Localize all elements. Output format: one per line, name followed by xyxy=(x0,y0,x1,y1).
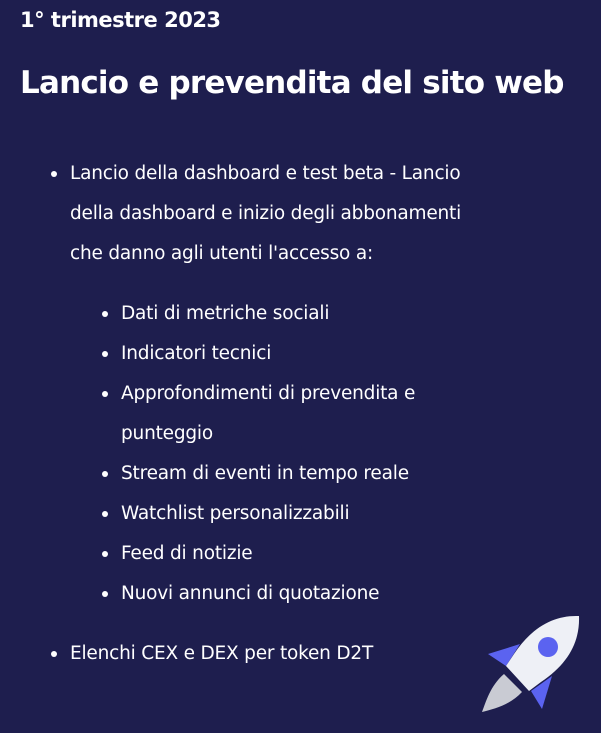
sublist-item: Stream di eventi in tempo reale xyxy=(100,454,460,494)
sublist-item: Watchlist personalizzabili xyxy=(100,494,460,534)
sublist-item: Nuovi annunci di quotazione xyxy=(100,574,460,614)
sublist-item: Approfondimenti di prevendita e punteggio xyxy=(100,374,460,454)
sublist-item: Dati di metriche sociali xyxy=(100,294,460,334)
quarter-label: 1° trimestre 2023 xyxy=(20,8,221,32)
list-item xyxy=(49,154,469,614)
rocket-icon xyxy=(480,612,585,717)
list-item: Elenchi CEX e DEX per token D2T xyxy=(49,634,469,674)
feature-sublist xyxy=(100,294,460,614)
roadmap-list xyxy=(49,154,469,674)
rocket-window xyxy=(538,637,558,657)
rocket-flame xyxy=(482,674,522,712)
sublist-item: Indicatori tecnici xyxy=(100,334,460,374)
list-item-text: Lancio della dashboard e test beta - Lancio della dashboard e inizio degli abbonamenti che danno agli utenti l'accesso a: xyxy=(70,163,462,264)
sublist-item: Feed di notizie xyxy=(100,534,460,574)
section-title: Lancio e prevendita del sito web xyxy=(20,65,564,101)
